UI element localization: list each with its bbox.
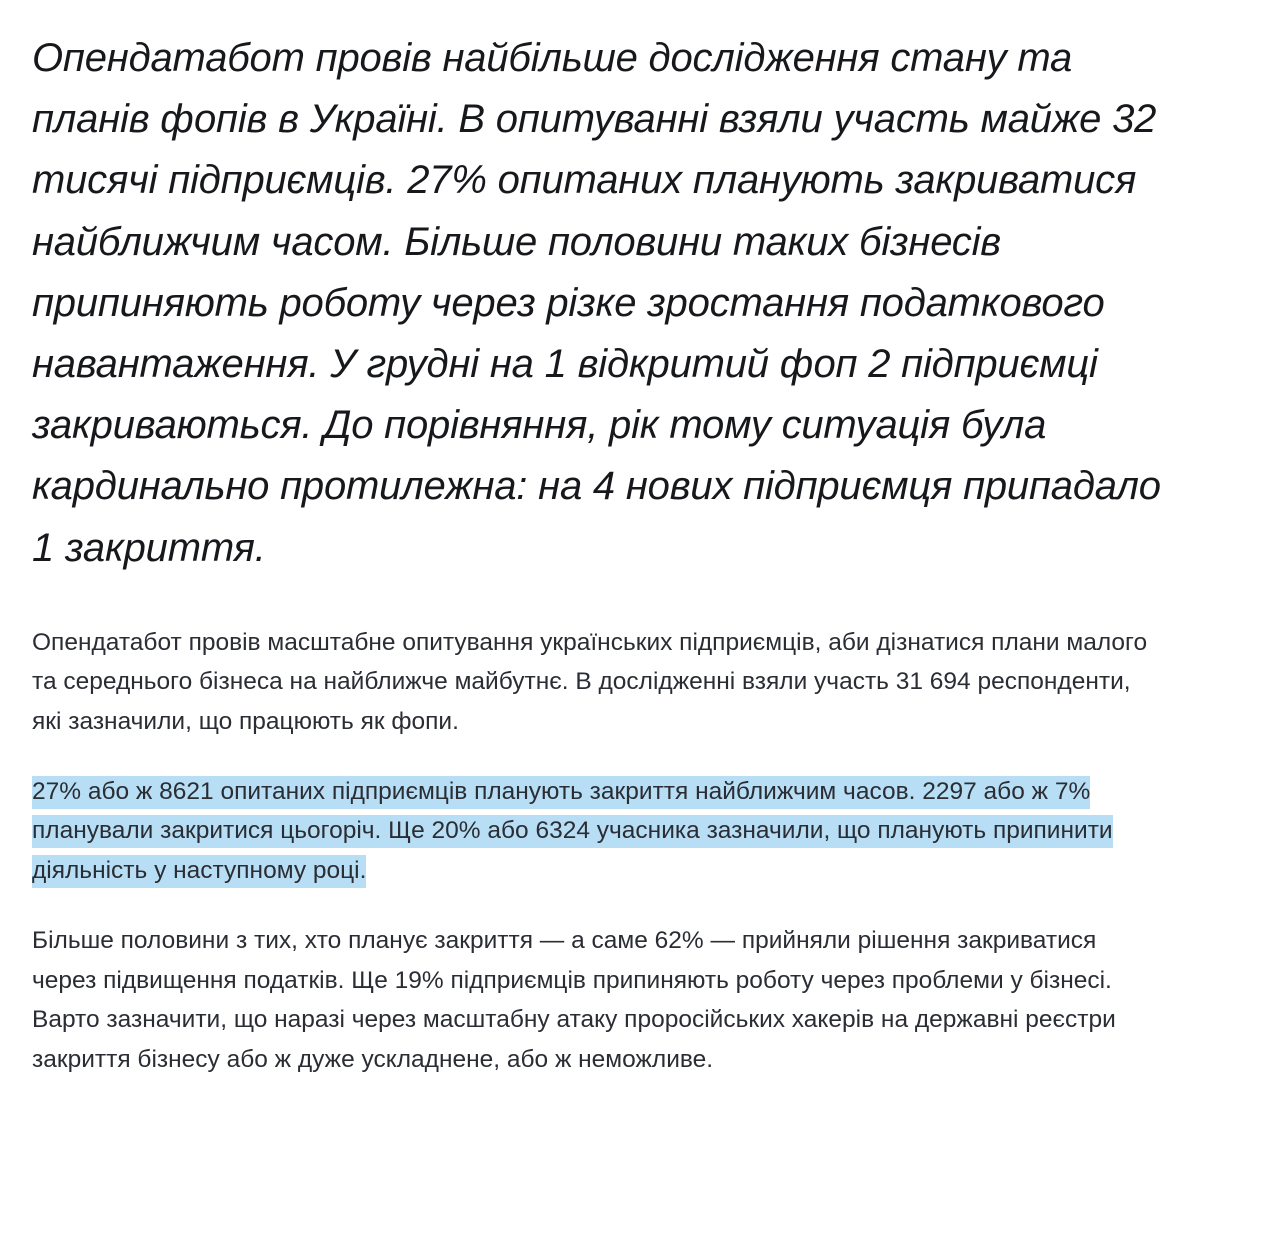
highlighted-text: 27% або ж 8621 опитаних підприємців планують закриття найближчим часов. 2297 або ж 7% планували закритися цьогоріч. Ще 20% або 6324 учасника зазначили, що планують припинити діяльність у наступному році.	[32, 776, 1113, 888]
article-lead-paragraph: Опендатабот провів найбільше дослідження стану та планів фопів в Україні. В опитуванні взяли участь майже 32 тисячі підприємців. 27% опитаних планують закриватися найближчим часом. Більше половини таких бізнесів припиняють роботу через різке зростання податкового навантаження. У грудні на 1 відкритий фоп 2 підприємці закриваються. До порівняння, рік тому ситуація була кардинально протилежна: на 4 нових підприємця припадало 1 закриття.	[32, 36, 1161, 570]
article-paragraph-closures-stats	[32, 772, 1190, 891]
article-paragraph-intro: Опендатабот провів масштабне опитування українських підприємців, аби дізнатися плани малого та середнього бізнеса на найближче майбутнє. В дослідженні взяли участь 31 694 респонденти, які зазначили, що працюють як фопи.	[32, 628, 1148, 736]
article-paragraph-reasons: Більше половини з тих, хто планує закриття — а саме 62% — прийняли рішення закриватися через підвищення податків. Ще 19% підприємців припиняють роботу через проблеми у бізнесі. Варто зазначити, що наразі через масштабну атаку проросійських хакерів на державні реєстри закриття бізнесу або ж дуже ускладнене, або ж неможливе.	[32, 926, 1116, 1073]
